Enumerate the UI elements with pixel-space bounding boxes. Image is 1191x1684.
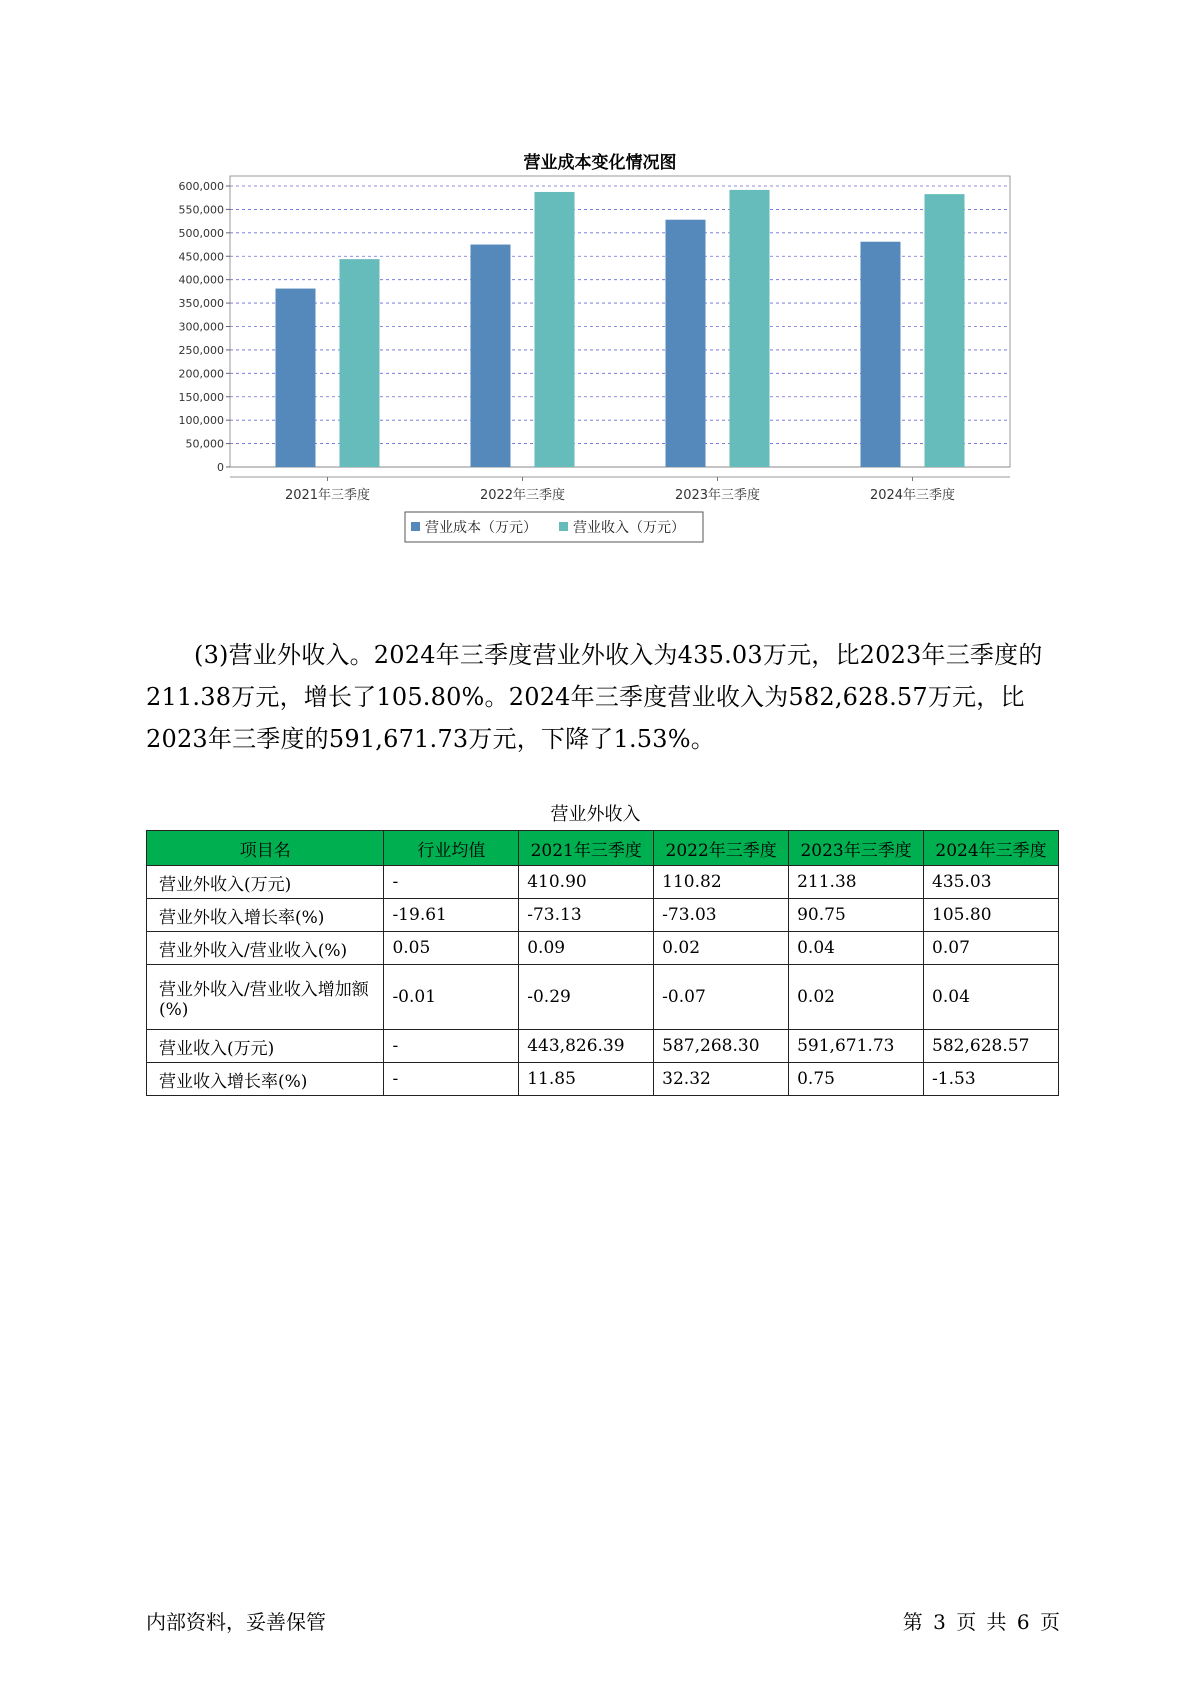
legend-swatch <box>559 522 568 531</box>
table-cell: 营业外收入(万元) <box>147 866 384 899</box>
legend-label: 营业成本（万元） <box>425 520 537 536</box>
table-row <box>147 965 1059 1030</box>
bar-revenue <box>925 194 965 467</box>
table-cell: 105.80 <box>924 899 1059 932</box>
table-cell: 443,826.39 <box>519 1030 654 1063</box>
y-tick-label: 350,000 <box>178 297 224 311</box>
table-cell: 0.04 <box>789 932 924 965</box>
header-cell: 2024年三季度 <box>924 831 1059 866</box>
table-row <box>147 1030 1059 1063</box>
table-row <box>147 932 1059 965</box>
table-cell: 582,628.57 <box>924 1030 1059 1063</box>
table-cell: 0.02 <box>654 932 789 965</box>
table-caption: 营业外收入 <box>550 804 641 825</box>
y-tick-label: 500,000 <box>178 226 224 240</box>
table-header-row <box>147 831 1059 866</box>
table-cell: 营业外收入增长率(%) <box>147 899 384 932</box>
table-cell: 410.90 <box>519 866 654 899</box>
header-cell: 2021年三季度 <box>519 831 654 866</box>
table-cell: - <box>384 1063 519 1096</box>
table-cell: 营业收入增长率(%) <box>147 1063 384 1096</box>
table-cell: -73.13 <box>519 899 654 932</box>
table-cell: 0.02 <box>789 965 924 1030</box>
table-cell: -0.07 <box>654 965 789 1030</box>
table-row <box>147 1063 1059 1096</box>
header-cell: 项目名 <box>147 831 384 866</box>
y-tick-label: 150,000 <box>178 390 224 404</box>
cost-chart <box>140 140 1060 600</box>
table-cell: 营业外收入/营业收入(%) <box>147 932 384 965</box>
table-cell: -1.53 <box>924 1063 1059 1096</box>
table-row <box>147 899 1059 932</box>
x-tick-label: 2022年三季度 <box>479 488 566 503</box>
footer-confidential: 内部资料，妥善保管 <box>146 1610 326 1634</box>
table-cell: 营业外收入/营业收入增加额(%) <box>147 965 384 1030</box>
header-cell: 行业均值 <box>384 831 519 866</box>
table-cell: 32.32 <box>654 1063 789 1096</box>
table-cell: 435.03 <box>924 866 1059 899</box>
table-cell: -0.29 <box>519 965 654 1030</box>
bar-cost <box>666 220 706 467</box>
table-cell: 211.38 <box>789 866 924 899</box>
table-cell: - <box>384 866 519 899</box>
table-cell: 90.75 <box>789 899 924 932</box>
table-cell: 0.75 <box>789 1063 924 1096</box>
bar-cost <box>471 245 511 467</box>
table-cell: - <box>384 1030 519 1063</box>
y-tick-label: 250,000 <box>178 343 224 357</box>
bar-revenue <box>730 190 770 467</box>
bar-revenue <box>340 259 380 467</box>
chart-svg <box>140 140 1060 600</box>
y-tick-label: 200,000 <box>178 367 224 381</box>
table-cell: -73.03 <box>654 899 789 932</box>
table-cell: -19.61 <box>384 899 519 932</box>
y-tick-label: 450,000 <box>178 250 224 264</box>
table-cell: 0.09 <box>519 932 654 965</box>
table-cell: 0.07 <box>924 932 1059 965</box>
bar-cost <box>276 289 316 467</box>
y-tick-label: 300,000 <box>178 320 224 334</box>
footer-page-number: 第 3 页 共 6 页 <box>902 1610 1060 1634</box>
section-paragraph: (3)营业外收入。2024年三季度营业外收入为435.03万元，比2023年三季度的211.38万元，增长了105.80%。2024年三季度营业收入为582,628.57万元，比2023年三季度的591,671.73万元，下降了1.53%。 <box>146 641 1043 753</box>
income-table <box>146 830 1059 1096</box>
table-row <box>147 866 1059 899</box>
y-tick-label: 50,000 <box>185 437 224 451</box>
y-tick-label: 0 <box>217 461 224 474</box>
header-cell: 2022年三季度 <box>654 831 789 866</box>
x-tick-label: 2021年三季度 <box>284 488 371 503</box>
bar-cost <box>861 242 901 467</box>
chart-title: 营业成本变化情况图 <box>523 153 677 173</box>
x-tick-label: 2024年三季度 <box>869 488 956 503</box>
table-cell: 587,268.30 <box>654 1030 789 1063</box>
bar-revenue <box>535 192 575 467</box>
legend-swatch <box>411 522 420 531</box>
header-cell: 2023年三季度 <box>789 831 924 866</box>
table-cell: -0.01 <box>384 965 519 1030</box>
table-cell: 591,671.73 <box>789 1030 924 1063</box>
table-cell: 营业收入(万元) <box>147 1030 384 1063</box>
y-tick-label: 100,000 <box>178 414 224 428</box>
table-cell: 0.05 <box>384 932 519 965</box>
y-tick-label: 550,000 <box>178 203 224 217</box>
y-tick-label: 600,000 <box>178 180 224 193</box>
table-cell: 0.04 <box>924 965 1059 1030</box>
table-cell: 110.82 <box>654 866 789 899</box>
y-tick-label: 400,000 <box>178 273 224 287</box>
table-cell: 11.85 <box>519 1063 654 1096</box>
x-tick-label: 2023年三季度 <box>674 488 761 503</box>
legend-label: 营业收入（万元） <box>573 520 685 536</box>
